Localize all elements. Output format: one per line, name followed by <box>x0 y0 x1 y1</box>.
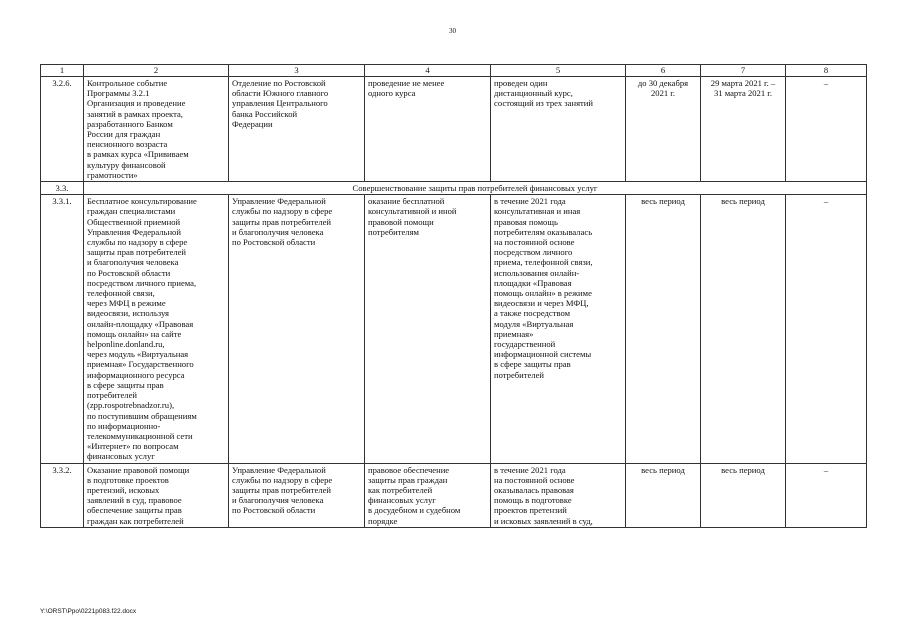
responsible-executor: Отделение по Ростовской области Южного главного управления Центрального банка Российской Федерации <box>229 77 365 182</box>
file-path-footer: Y:\ORST\Ppo\0221p083.f22.docx <box>40 608 137 615</box>
expected-result: оказание бесплатной консультативной и иной правовой помощи потребителям <box>365 195 491 463</box>
measure-name: Бесплатное консультирование граждан специалистами Общественной приемной Управления Федеральной службы по надзору в сфере защиты прав потребителей и благополучия человека по Ростовской области посредством личного приема, телефонной связи, через МФЦ в режиме видеосвязи, используя онлайн-площадку «Правовая помощь онлайн» на сайте helponline.donland.ru, через модуль «Виртуальная приемная» Государственного информационного ресурса в сфере защиты прав потребителей (zpp.rospotrebnadzor.ru), по поступившим обращениям по информационно- телекоммуникационной сети «Интернет» по вопросам финансовых услуг <box>84 195 229 463</box>
column-number: 2 <box>84 65 229 77</box>
problems-note: – <box>786 195 867 463</box>
measure-name: Контрольное событие Программы 3.2.1 Организация и проведение занятий в рамках проекта, разработанного Банком России для граждан пенсионного возраста в рамках курса «Прививаем культуру финансовой грамотности» <box>84 77 229 182</box>
column-number: 4 <box>365 65 491 77</box>
actual-result: в течение 2021 года на постоянной основе оказывалась правовая помощь в подготовке проектов претензий и исковых заявлений в суд, <box>491 463 626 527</box>
actual-term: 29 марта 2021 г. – 31 марта 2021 г. <box>701 77 786 182</box>
expected-result: правовое обеспечение защиты прав граждан как потребителей финансовых услуг в досудебном и судебном порядке <box>365 463 491 527</box>
actual-result: в течение 2021 года консультативная и иная правовая помощь потребителям оказывалась на постоянной основе посредством личного приема, телефонной связи, использования онлайн- площадки «Правовая помощь онлайн» в режиме видеосвязи и через МФЦ, а также посредством модуля «Виртуальная приемная» государственной информационной системы в сфере защиты прав потребителей <box>491 195 626 463</box>
actual-result: проведен один дистанционный курс, состоящий из трех занятий <box>491 77 626 182</box>
column-number: 5 <box>491 65 626 77</box>
problems-note: – <box>786 77 867 182</box>
planned-term: весь период <box>626 195 701 463</box>
column-number-row <box>41 65 867 77</box>
row-number: 3.2.6. <box>41 77 84 182</box>
page-number: 30 <box>449 27 456 35</box>
section-number: 3.3. <box>41 182 84 195</box>
section-title: Совершенствование защиты прав потребителей финансовых услуг <box>84 182 867 195</box>
column-number: 8 <box>786 65 867 77</box>
planned-term: весь период <box>626 463 701 527</box>
measures-table <box>40 64 867 528</box>
row-number: 3.3.1. <box>41 195 84 463</box>
problems-note: – <box>786 463 867 527</box>
expected-result: проведение не менее одного курса <box>365 77 491 182</box>
section-row <box>41 182 867 195</box>
column-number: 3 <box>229 65 365 77</box>
column-number: 6 <box>626 65 701 77</box>
actual-term: весь период <box>701 195 786 463</box>
row-number: 3.3.2. <box>41 463 84 527</box>
table-row <box>41 463 867 527</box>
column-number: 1 <box>41 65 84 77</box>
measure-name: Оказание правовой помощи в подготовке проектов претензий, исковых заявлений в суд, правовое обеспечение защиты прав граждан как потребителей <box>84 463 229 527</box>
table-row <box>41 77 867 182</box>
planned-term: до 30 декабря 2021 г. <box>626 77 701 182</box>
table-row <box>41 195 867 463</box>
responsible-executor: Управление Федеральной службы по надзору в сфере защиты прав потребителей и благополучия человека по Ростовской области <box>229 195 365 463</box>
column-number: 7 <box>701 65 786 77</box>
actual-term: весь период <box>701 463 786 527</box>
responsible-executor: Управление Федеральной службы по надзору в сфере защиты прав потребителей и благополучия человека по Ростовской области <box>229 463 365 527</box>
